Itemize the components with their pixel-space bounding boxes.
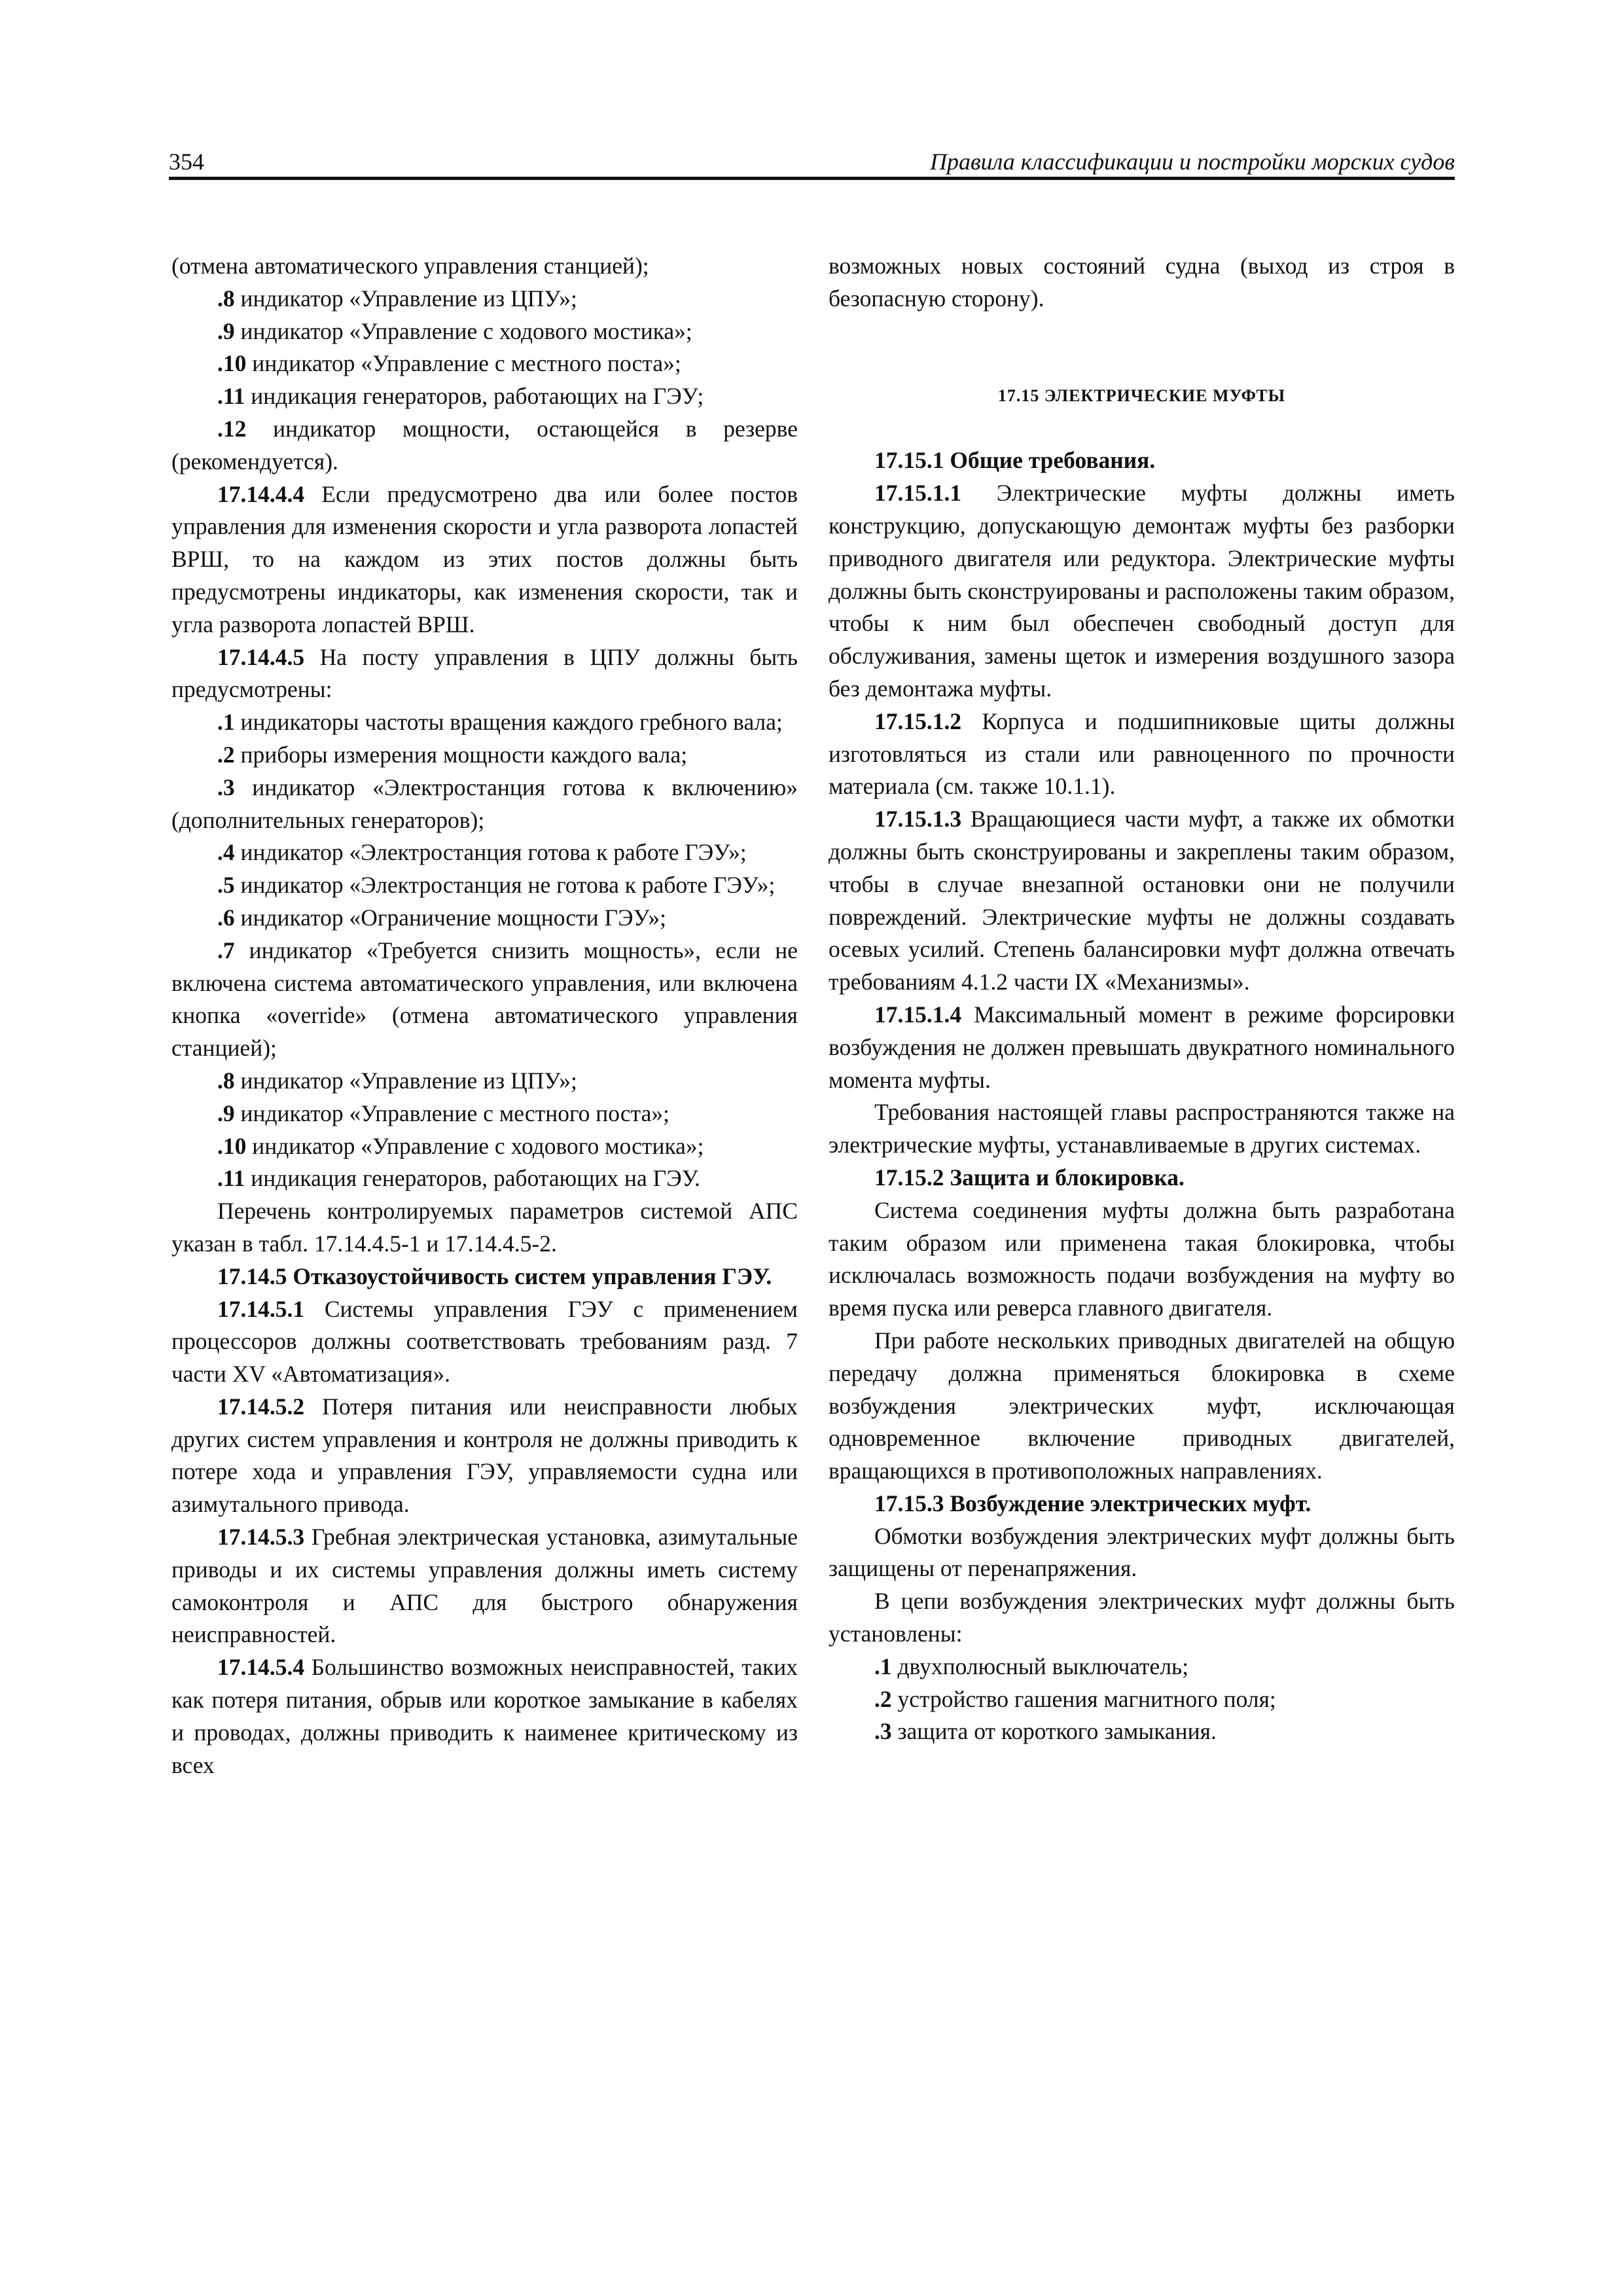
item-text: индикатор «Электростанция готова к включению» (дополнительных генераторов); (171, 774, 798, 833)
numbered-paragraph (171, 869, 798, 902)
numbered-paragraph (171, 641, 798, 707)
item-text: индикатор «Управление с ходового мостика»; (246, 1132, 704, 1159)
numbered-paragraph (171, 1098, 798, 1130)
item-text: Если предусмотрено два или более постов управления для изменения скорости и угла разворота лопастей ВРШ, то на каждом из этих постов должны быть предусмотрены индикаторы, как изменения скорости, так и угла разворота лопастей ВРШ. (171, 480, 798, 637)
item-number: 17.14.5.4 (217, 1654, 305, 1681)
item-number: .2 (874, 1685, 892, 1712)
item-text: индикатор «Управление с местного поста»; (246, 350, 681, 377)
page-header (169, 143, 1455, 181)
numbered-paragraph (171, 1065, 798, 1098)
item-number: .6 (217, 904, 235, 931)
item-number: .4 (217, 839, 235, 866)
numbered-paragraph (829, 477, 1455, 706)
continued-paragraph: возможных новых состояний судна (выход из строя в безопасную сторону). (829, 253, 1455, 312)
item-number: 17.14.4.4 (217, 480, 305, 507)
numbered-paragraph (829, 1651, 1455, 1683)
item-text: двухполюсный выключатель; (891, 1653, 1189, 1679)
numbered-paragraph (171, 902, 798, 935)
item-text: Вращающиеся части муфт, а также их обмотки должны быть сконструированы и закреплены таким образом, чтобы в случае внезапной остановки они не получили повреждений. Электрические муфты не должны создавать осевых усилий. Степень балансировки муфт должна отвечать требованиям 4.1.2 части IX «Механизмы». (829, 806, 1455, 996)
item-text: приборы измерения мощности каждого вала; (234, 741, 688, 768)
item-number: .10 (217, 350, 247, 377)
numbered-paragraph (829, 706, 1455, 803)
item-number: .9 (217, 1100, 235, 1126)
item-number: .8 (217, 285, 235, 312)
paragraph: Обмотки возбуждения электрических муфт должны быть защищены от перенапряжения. (829, 1522, 1455, 1582)
running-title: Правила классификации и постройки морских судов (930, 149, 1455, 175)
numbered-paragraph (171, 935, 798, 1065)
item-number: .11 (217, 383, 245, 410)
numbered-paragraph (171, 1293, 798, 1391)
item-number: .1 (217, 709, 235, 736)
item-text: Системы управления ГЭУ с применением процессоров должны соответствовать требованиям разд. 7 части XV «Автоматизация». (171, 1295, 798, 1388)
numbered-paragraph (171, 413, 798, 478)
subsection-heading: 17.15.3 Возбуждение электрических муфт. (874, 1490, 1311, 1516)
item-text: индикатор «Управление из ЦПУ»; (234, 1067, 577, 1094)
item-number: 17.14.5.3 (217, 1524, 305, 1551)
numbered-paragraph (171, 1651, 798, 1782)
item-text: На посту управления в ЦПУ должны быть предусмотрены: (171, 643, 798, 703)
item-text: индикатор «Электростанция не готова к работе ГЭУ»; (234, 872, 776, 899)
numbered-paragraph (171, 283, 798, 315)
item-text: индикатор «Электростанция готова к работе ГЭУ»; (234, 839, 747, 866)
item-number: .1 (874, 1653, 892, 1679)
item-number: .9 (217, 317, 235, 344)
item-number: .7 (217, 937, 235, 963)
item-text: индикация генераторов, работающих на ГЭУ. (245, 1165, 700, 1192)
item-text: Максимальный момент в режиме форсировки возбуждения не должен превышать двукратного номинального момента муфты. (829, 1001, 1455, 1093)
numbered-paragraph (171, 772, 798, 837)
paragraph: Система соединения муфты должна быть разработана таким образом или применена такая блокировка, чтобы исключалась возможность подачи возбуждения на муфту во время пуска или реверса главного двигателя. (829, 1196, 1455, 1321)
item-number: .12 (217, 415, 247, 442)
item-number: .10 (217, 1132, 247, 1159)
numbered-paragraph (829, 999, 1455, 1096)
numbered-paragraph (171, 836, 798, 869)
paragraph: В цепи возбуждения электрических муфт должны быть установлены: (829, 1588, 1455, 1647)
section-title: 17.15 ЭЛЕКТРИЧЕСКИЕ МУФТЫ (997, 386, 1286, 405)
item-text: Большинство возможных неисправностей, таких как потеря питания, обрыв или короткое замыкание в кабелях и проводах, должны приводить к наименее критическому из всех (171, 1654, 798, 1778)
item-number: .8 (217, 1067, 235, 1094)
numbered-paragraph (171, 739, 798, 772)
item-text: индикатор «Требуется снизить мощность», если не включена система автоматического управления, или включена кнопка «override» (отмена автоматического управления станцией); (171, 937, 798, 1062)
numbered-paragraph (829, 1683, 1455, 1716)
numbered-paragraph (171, 1391, 798, 1521)
paragraph: При работе нескольких приводных двигателей на общую передачу должна применяться блокировка в схеме возбуждения электрических муфт, исключающая одновременное включение приводных двигателей, вращающихся в противоположных направлениях. (829, 1327, 1455, 1484)
page-number: 354 (169, 149, 204, 175)
numbered-paragraph (171, 706, 798, 739)
item-text: Корпуса и подшипниковые щиты должны изготовляться из стали или равноценного по прочности материала (см. также 10.1.1). (829, 708, 1455, 800)
item-text: устройство гашения магнитного поля; (891, 1685, 1276, 1712)
item-text: индикатор «Управление из ЦПУ»; (234, 285, 577, 312)
item-number: .5 (217, 872, 235, 899)
subsection-heading: 17.14.5 Отказоустойчивость систем управления ГЭУ. (217, 1263, 772, 1289)
item-text: защита от короткого замыкания. (891, 1718, 1217, 1745)
item-number: 17.15.1.2 (874, 708, 962, 734)
item-text: Гребная электрическая установка, азимутальные приводы и их системы управления должны иметь систему самоконтроля и АПС для быстрого обнаружения неисправностей. (171, 1524, 798, 1648)
item-text: индикация генераторов, работающих на ГЭУ; (245, 383, 704, 410)
subsection-heading: 17.15.2 Защита и блокировка. (874, 1164, 1185, 1191)
paragraph: Перечень контролируемых параметров системой АПС указан в табл. 17.14.4.5-1 и 17.14.4.5-2. (171, 1198, 798, 1257)
item-number: 17.14.5.2 (217, 1393, 305, 1420)
item-number: 17.15.1.4 (874, 1001, 962, 1028)
numbered-paragraph (171, 478, 798, 641)
item-number: .3 (217, 774, 235, 800)
item-number: 17.14.4.5 (217, 643, 305, 670)
item-number: .2 (217, 741, 235, 768)
item-number: 17.14.5.1 (217, 1295, 305, 1322)
item-text: индикаторы частоты вращения каждого гребного вала; (234, 709, 783, 736)
left-column (171, 250, 798, 1782)
item-number: 17.15.1.3 (874, 806, 962, 833)
item-text: Потеря питания или неисправности любых других систем управления и контроля не должны приводить к потере хода и управления ГЭУ, управляемости судна или азимутального привода. (171, 1393, 798, 1518)
numbered-paragraph (171, 380, 798, 413)
numbered-paragraph (171, 315, 798, 348)
item-number: .3 (874, 1718, 892, 1745)
numbered-paragraph (829, 803, 1455, 999)
item-text: индикатор мощности, остающейся в резерве (рекомендуется). (171, 415, 798, 475)
right-column (829, 250, 1455, 1748)
item-text: индикатор «Управление с местного поста»; (234, 1100, 669, 1126)
subsection-heading: 17.15.1 Общие требования. (874, 447, 1156, 474)
numbered-paragraph (171, 1521, 798, 1651)
numbered-paragraph (171, 1162, 798, 1195)
paragraph: Требования настоящей главы распространяются также на электрические муфты, устанавливаемые в других системах. (829, 1099, 1455, 1158)
item-number: 17.15.1.1 (874, 480, 962, 507)
numbered-paragraph (171, 348, 798, 380)
item-text: индикатор «Управление с ходового мостика»; (234, 317, 692, 344)
numbered-paragraph (829, 1715, 1455, 1748)
continued-paragraph: (отмена автоматического управления станцией); (171, 253, 649, 279)
numbered-paragraph (171, 1130, 798, 1163)
item-number: .11 (217, 1165, 245, 1192)
header-rule (169, 177, 1455, 180)
item-text: Электрические муфты должны иметь конструкцию, допускающую демонтаж муфты без разборки приводного двигателя или редуктора. Электрические муфты должны быть сконструированы и расположены таким образом, чтобы к ним был обеспечен свободный доступ для обслуживания, замены щеток и измерения воздушного зазора без демонтажа муфты. (829, 480, 1455, 702)
item-text: индикатор «Ограничение мощности ГЭУ»; (234, 904, 667, 931)
